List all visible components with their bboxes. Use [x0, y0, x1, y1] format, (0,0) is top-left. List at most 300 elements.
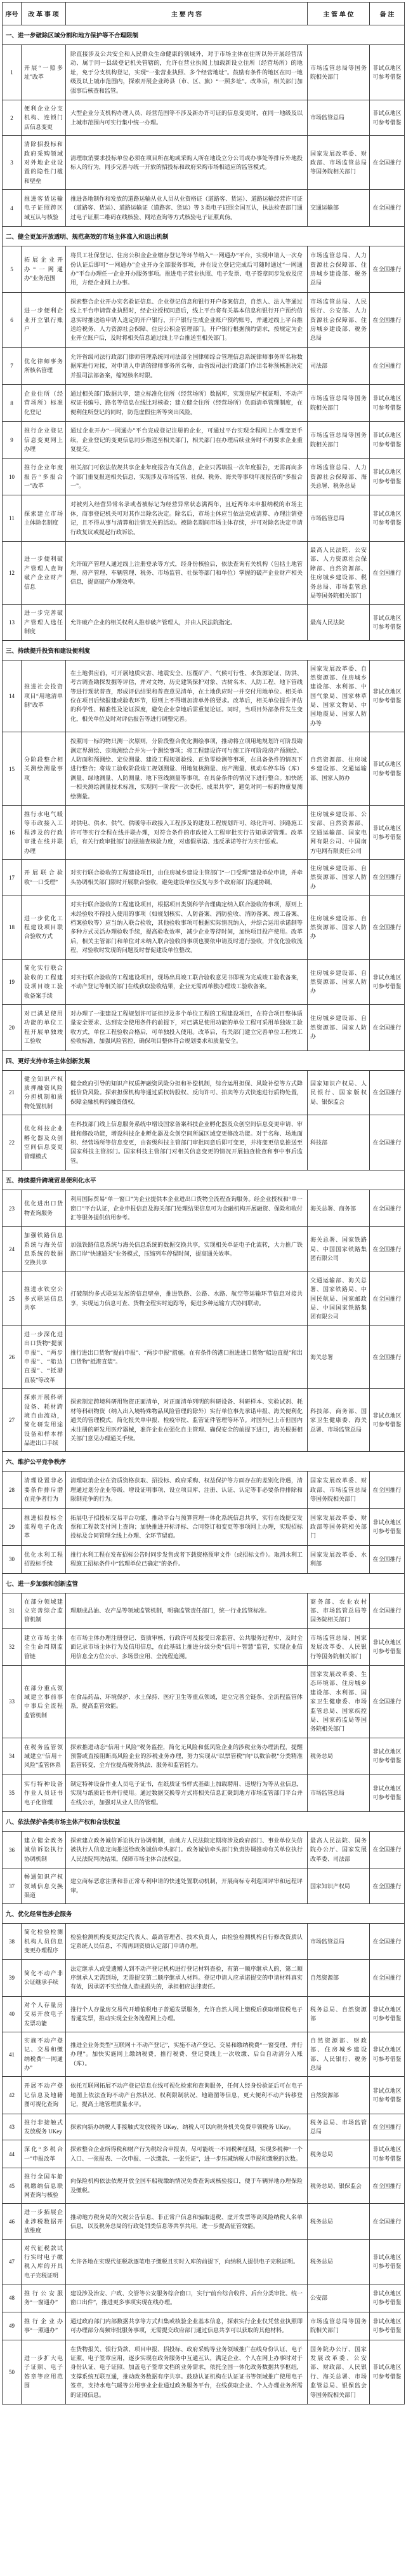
reform-item-cell: 在税务监管领域建立“信用＋风险”监管体系 — [22, 1738, 66, 1774]
reform-item-cell: 进一步深化进出口货物“提前申报”、“两步申报”、“船边直提”、“抵港直装”等改革 — [22, 1325, 66, 1388]
table-row — [3, 1190, 405, 1227]
table-row — [3, 45, 405, 100]
table-row — [3, 1832, 405, 1868]
table-row — [3, 2284, 405, 2312]
reform-item-cell: 探索建立市场主体除名制度 — [22, 495, 66, 542]
responsible-org-cell: 最高人民法院、国务院办公厅、国家发展改革委、司法部 — [308, 1832, 370, 1868]
reform-item-cell: 拓展企业开办“一网通办”业务范围 — [22, 246, 66, 293]
table-row — [3, 605, 405, 640]
remark-cell: 非试点地区可参考借鉴 — [370, 2140, 405, 2168]
reform-item-cell: 推行水电气暖等市政接入工程涉及的行政审批在线并联办理 — [22, 806, 66, 860]
main-content-cell: 向保险机构依法依规开放全国车船税缴纳情况免费查询或核验接口，便于车辆异地办理保险及缴税。 — [66, 2168, 308, 2204]
section-header-row — [3, 1171, 405, 1190]
main-content-cell: 在市场主体办理注册登记、资质审核、行政许可及接受日常监管、公共服务过程中，及时全面记录市场主体行为及信用信息，在此基础上推进分级分类“信用＋智慧”监管，实现企业信用信息全方位公示、多场景应用、全流程追溯。 — [66, 1628, 308, 1665]
reform-item-cell: 推行全国车船税缴纳信息联网查询与核验 — [22, 2168, 66, 2204]
reform-item-cell: 在部分领域建立完善综合监管机制 — [22, 1593, 66, 1628]
main-content-cell: 按照同一标的物只测一次原则，分阶段整合优化测绘事项，推动将立项用地规划许可阶段勘测定界测绘、宗地测绘合并为一个测绘事项；将工程建设许可与施工许可阶段房产预测绘、人防面积预测绘、定位测量、建设工程规划验线、正负零检测等事项，在具备条件的情况下进行整合；将竣工验收阶段竣工规划测量、用地复核测量、房产测量、机动车停车场（库）测量、绿地测量、人防测量、地下管线测量等事项，在具备条件的情况下进行整合。加快统一相关测绘测量技术标准，实现同一阶段“一次委托、成果共享”，避免对同一标的物重复测绘测量。 — [66, 732, 308, 806]
row-number-cell: 8 — [3, 384, 22, 421]
row-number-cell: 5 — [3, 246, 22, 293]
table-row — [3, 960, 405, 1005]
remark-cell: 非试点地区可参考借鉴 — [370, 2284, 405, 2312]
table-row — [3, 292, 405, 347]
main-content-cell: 通过相关部门数据共享，建立标准化住所（经营场所）数据库，实现房屋产权证明、不动产权证书编号、路名等信息在线比对核验；建立健全住所（经营场所）负面清单管理制度，在便利住所登记的同时，防范虚假住所等突出风险。 — [66, 384, 308, 421]
responsible-org-cell: 住房城乡建设部、自然资源部、国家人防办 — [308, 896, 370, 960]
main-content-cell: 推动地方税务局的欠税公告信息、非正常户信息和骗取退税、虚开发票等高风险纳税人名单信息，以及税务总局的行政处罚类信息等共享共用，进一步提高征管效能。 — [66, 2204, 308, 2239]
main-content-cell: 探索建立政务诚信诉讼执行协调机制，由地方人民法院定期将涉及政府部门、事业单位失信被执行人信息定向推送给政务诚信牵头部门。政务诚信牵头部门负责协调推动有关单位执行人民法院判决结果，保障市场主体合法权益。 — [66, 1832, 308, 1868]
reform-item-cell: 健全知识产权质押融资风险分担机制和质物处置机制 — [22, 1070, 66, 1115]
row-number-cell: 47 — [3, 2239, 22, 2284]
row-number-cell: 16 — [3, 806, 22, 860]
responsible-org-cell: 最高人民法院 — [308, 605, 370, 640]
responsible-org-cell: 交通运输部、海关总署、国家铁路局、中国民航局、国家邮政局、中国国家铁路集团有限公司 — [308, 1271, 370, 1325]
section-header-row — [3, 1452, 405, 1472]
row-number-cell: 42 — [3, 2077, 22, 2114]
remark-cell: 在全国推行 — [370, 292, 405, 347]
section-title: 七、进一步加强和创新监管 — [3, 1573, 405, 1593]
remark-cell: 在全国推行 — [370, 1271, 405, 1325]
main-content-cell: 探索整合企业所得税和财产行为税综合申报表，尽可能统一不同税种征期，实现多税种“一个入口、一张报表、一次申报、一次缴款、一张凭证”，进一步压减纳税人申报和缴税的次数。 — [66, 2140, 308, 2168]
remark-cell: 非试点地区可参考借鉴 — [370, 806, 405, 860]
table-row — [3, 1996, 405, 2032]
reform-item-cell: 清除招投标和政府采购领域对外地企业设置的隐性门槛和壁垒 — [22, 136, 66, 190]
main-content-cell: 推行水利工程在发布招标公告时同步发售或者下载资格预审文件（或招标文件）。取消水利工程施工招标条件中“监理单位已确定”的条件。 — [66, 1545, 308, 1573]
reform-item-cell: 优化律师事务所核名管理 — [22, 347, 66, 384]
reform-item-cell: 开展“一照多址”改革 — [22, 45, 66, 100]
reform-item-cell: 推行企业年度报告“多报合一”改革 — [22, 459, 66, 495]
table-row — [3, 660, 405, 732]
remark-cell: 在全国推行 — [370, 136, 405, 190]
row-number-cell: 37 — [3, 1868, 22, 1904]
reform-item-cell: 深化“多税合一”申报改革 — [22, 2140, 66, 2168]
main-content-cell: 检验检测机构变更法定代表人、最高管理者、技术负责人，由检验检测机构自行修改资质认定系统人员信息，不需再到资质认定部门申请办理。 — [66, 1924, 308, 1959]
row-number-cell: 2 — [3, 100, 22, 135]
responsible-org-cell: 市场监管总局等国务院相关部门 — [308, 384, 370, 421]
reform-item-cell: 便利企业分支机构、连锁门店信息变更 — [22, 100, 66, 135]
row-number-cell: 25 — [3, 1271, 22, 1325]
row-number-cell: 33 — [3, 1665, 22, 1738]
main-content-cell: 允许破产管理人通过线上注册登录等方式，经身份核验后，依法查询有关机构（包括土地管理、房产管理、车辆管理、税务、市场监管、社保等部门和单位）掌握的破产企业财产相关信息，提高破产办理效率。 — [66, 542, 308, 605]
responsible-org-cell: 科技部 — [308, 1115, 370, 1171]
remark-cell: 非试点地区可参考借鉴 — [370, 100, 405, 135]
table-row — [3, 1070, 405, 1115]
responsible-org-cell: 市场监管总局等国务院相关部门 — [308, 45, 370, 100]
table-row — [3, 422, 405, 459]
main-content-cell: 在货物报关、银行贷款、项目申报、招投标、政府采购等业务领域推广在线身份认证、电子证照、电子签章应用，逐步实现在政务服务中互通互认，满足企业、个人在网上办事时对于身份认证、电子证照、加盖电子签章文档的业务需求，依托全国一体化政务数据共享枢纽，支撑系统互联互通，推动政务数据有序共享。鼓励认证机构在认证证书等领域推广使用电子签章，支持水电气暖等公用事业企业通过政务服务平台，在线获取企业、个人办理业务所需的证照信息。 — [66, 2340, 308, 2404]
responsible-org-cell: 市场监管总局 — [308, 495, 370, 542]
responsible-org-cell: 税务总局 — [308, 2140, 370, 2168]
row-number-cell: 35 — [3, 1774, 22, 1811]
row-number-cell: 4 — [3, 190, 22, 227]
responsible-org-cell: 住房城乡建设部、自然资源部、国家人防办 — [308, 1005, 370, 1051]
section-title: 一、进一步破除区域分割和地方保护等不合理限制 — [3, 25, 405, 45]
section-title: 四、更好支持市场主体创新发展 — [3, 1050, 405, 1070]
main-content-cell: 对实行联合验收的工程建设项目，根据项目类别科学合理确定纳入联合验收的事项，原则上未经验收不得投入使用的事项（如规划核实、人防备案、消防验收、消防备案、竣工备案、档案验收等）应当纳入联合验收，其他验收事项可根据实际情况纳入，并综合运用承诺制等多种方式灵活办理验收手续，提高验收效率，减少企业等待时间，加快项目投产使用。改革后，相关主管部门和单位对未纳入联合验收的事项也要依申请及时进行验收，并优化验收流程，对验收时发现的问题及时督促建设单位整改。 — [66, 896, 308, 960]
reform-item-cell: 对已满足使用功能的单位工程开展单独竣工验收 — [22, 1005, 66, 1051]
responsible-org-cell: 国家发展改革委、财政部、市场监管总局等国务院相关部门 — [308, 136, 370, 190]
remark-cell: 非试点地区可参考借鉴 — [370, 422, 405, 459]
reform-item-cell: 进一步便利企业开立银行账户 — [22, 292, 66, 347]
main-content-cell: 建设涉及治安、户政、交管等公安服务综合窗口，实行“前台综合收件、后台分类审批、统一窗口出件”，推进更多事项实现在线办理。 — [66, 2284, 308, 2312]
responsible-org-cell: 公安部 — [308, 2284, 370, 2312]
reform-item-cell: 开展不动产登记信息及地籍图可视化查询 — [22, 2077, 66, 2114]
remark-cell: 在全国推行 — [370, 1472, 405, 1508]
responsible-org-cell: 海关总署 — [308, 1325, 370, 1388]
reform-item-cell: 推行公安服务“一窗通办” — [22, 2284, 66, 2312]
table-row — [3, 2032, 405, 2077]
responsible-org-cell: 税务总局 — [308, 2239, 370, 2284]
reform-item-cell: 推进水铁空公多式联运信息共享 — [22, 1271, 66, 1325]
responsible-org-cell: 市场监管总局、人民银行、公安部、人力资源社会保障部、住房城乡建设部、税务总局 — [308, 292, 370, 347]
section-header-row — [3, 1050, 405, 1070]
table-row — [3, 2140, 405, 2168]
main-content-cell: 打破制约多式联运发展的信息壁垒，推进铁路、公路、水路、航空等运输环节信息对接共享，实现运力信息可查、货物全程实时追踪等，促进多种运输方式协同联动。 — [66, 1271, 308, 1325]
reform-item-cell: 实行特种设备作业人员证书电子化管理 — [22, 1774, 66, 1811]
main-content-cell: 建立商标恶意注册和非正常专利申请的快速处置联动机制，开展商标专利巡回评审和远程评审。 — [66, 1868, 308, 1904]
responsible-org-cell: 税务总局、银保监会 — [308, 2168, 370, 2204]
responsible-org-cell: 市场监管总局、人力资源社会保障部、海关总署、税务总局 — [308, 459, 370, 495]
section-header-row — [3, 227, 405, 246]
remark-cell: 非试点地区可参考借鉴 — [370, 2239, 405, 2284]
remark-cell: 在全国推行 — [370, 859, 405, 895]
reform-item-cell: 进一步优化工程建设项目联合验收方式 — [22, 896, 66, 960]
remark-cell: 在全国推行 — [370, 246, 405, 293]
column-header-item: 改 革 事 项 — [22, 3, 66, 25]
table-row — [3, 542, 405, 605]
table-row — [3, 1508, 405, 1545]
remark-cell: 非试点地区可参考借鉴 — [370, 2077, 405, 2114]
table-row — [3, 459, 405, 495]
remark-cell: 在全国推行 — [370, 1325, 405, 1388]
main-content-cell: 对实行联合验收的工程建设项目，由住房城乡建设主管部门“一口受理”建设单位申请，并牵头协调相关部门限时开展联合验收，避免建设单位反复与多个政府部门沟通协调。 — [66, 859, 308, 895]
responsible-org-cell: 国家发展改革委、自然资源部、住房城乡建设部、水利部、中国气象局、国家林草局、国家文物局、中国地震局、国家人防办等 — [308, 660, 370, 732]
section-title: 九、优化经常性涉企服务 — [3, 1904, 405, 1924]
table-row — [3, 1115, 405, 1171]
table-row — [3, 384, 405, 421]
row-number-cell: 3 — [3, 136, 22, 190]
table-row — [3, 190, 405, 227]
remark-cell: 在全国推行 — [370, 1190, 405, 1227]
table-row — [3, 1628, 405, 1665]
main-content-cell: 推行个人存量房交易代开增值税电子普通发票服务，允许自然人网上缴税后获取增值税电子普通发票，推动实现全业务流程网上办理。 — [66, 1996, 308, 2032]
reform-item-cell: 企业住所（经营场所）标准化登记 — [22, 384, 66, 421]
reform-item-cell: 推行企业登记信息变更网上办理 — [22, 422, 66, 459]
row-number-cell: 7 — [3, 347, 22, 384]
main-content-cell: 清理取消要求投标单位必须在项目所在地或采购人所在地设立分公司或办事处等排斥外地投标人的行为，同步完善与统一开放的招投标和政府采购市场相适应的监管模式。 — [66, 136, 308, 190]
main-content-cell: 允许破产企业的相关权利人推荐破产管理人，并由人民法院指定。 — [66, 605, 308, 640]
remark-cell: 在全国推行 — [370, 1959, 405, 1996]
row-number-cell: 27 — [3, 1389, 22, 1452]
table-row — [3, 495, 405, 542]
main-content-cell: 探索制定跨境科研用物资正面清单，对正面清单列明的科研设备、科研样本、实验试剂、耗材等科研物资（纳入出入境特殊物品风险管理的除外）实行单位事先承诺申报、海关便利化通关的管理模式，简化报关单申报、检疫审批、监管证件管理等环节。对国外已上市但国内未注册的研发用医疗器械，准许企业在强化自主管理、确保安全的前提下进口，海关根据相关部门意见办理通关手续。 — [66, 1389, 308, 1452]
reform-item-cell: 清理设置非必要条件排斥潜在竞争者行为 — [22, 1472, 66, 1508]
table-row — [3, 100, 405, 135]
reform-item-cell: 探索开展科研设备、耗材跨境自由流动，简化研发用途设备和样本样品进出口手续 — [22, 1389, 66, 1452]
responsible-org-cell: 市场监管总局、人力资源社会保障部、住房城乡建设部、税务总局 — [308, 246, 370, 293]
reform-item-cell: 开展联合验收“一口受理” — [22, 859, 66, 895]
main-content-cell: 对办理了一张建设工程规划许可证但涉及多个单位工程的工程建设项目，在符合项目整体质量安全要求、达到安全使用条件的前提下，对已满足使用功能的单位工程可采用单独竣工验收方式，单位工程验收合格后，可单独投入使用。改革后，有关部门建立完善单位工程竣工验收标准，加强风险管控，确保项目整体符合规划要求和质量安全。 — [66, 1005, 308, 1051]
reform-item-cell: 优化进出口货物查询服务 — [22, 1190, 66, 1227]
main-content-cell: 依托互联网拓展不动产登记信息在线可视化检索和查询服务，任何人经身份验证后可在电子地图上依法查询不动产自然状况、权利限制状况、地籍图等信息，更大便利不动产转移登记，提高土地管理质量水平。 — [66, 2077, 308, 2114]
main-content-cell: 推进各地制作和发放的道路运输从业人员从业资格证（道路客、货运）、道路运输经营许可证（道路客、货运）、道路运输证（道路客、货运）等 3 类电子证照全国互认，执法检查部门通过电子证照二维码在线核验、网站查询等方式核验电子证照真伪。 — [66, 190, 308, 227]
responsible-org-cell: 国家知识产权局、人民银行、国家版权局、银保监会 — [308, 1070, 370, 1115]
remark-cell: 在全国推行 — [370, 1832, 405, 1868]
main-content-cell: 在食品药品、环境保护、水土保持、医疗卫生等重点领域，建立完善全链条、全流程监管体系，提高监管效能。 — [66, 1665, 308, 1738]
row-number-cell: 44 — [3, 2140, 22, 2168]
table-row — [3, 1005, 405, 1051]
reform-item-cell: 推进客货运输电子证照跨区域互认与核验 — [22, 190, 66, 227]
remark-cell: 在全国推行 — [370, 1924, 405, 1959]
row-number-cell: 38 — [3, 1924, 22, 1959]
main-content-cell: 通过政府部门内部数据共享等方式归集或核验企业基本信息，探索实行企业仅凭营业执照即可办理部分高频审批服务事项，无需提交政府部门通过信息共享可以获取的其他材料。 — [66, 2312, 308, 2340]
remark-cell: 在全国推行 — [370, 1115, 405, 1171]
responsible-org-cell: 交通运输部 — [308, 190, 370, 227]
responsible-org-cell: 科技部、商务部、国家卫生健康委、海关总署、市场监管总局 — [308, 1389, 370, 1452]
reform-item-cell: 畅通知识产权领域信息交换渠道 — [22, 1868, 66, 1904]
responsible-org-cell: 税务总局、市场监管总局 — [308, 2114, 370, 2140]
section-title: 八、依法保护各类市场主体产权和合法权益 — [3, 1812, 405, 1832]
table-row — [3, 1545, 405, 1573]
remark-cell: 非试点地区可参考借鉴 — [370, 2340, 405, 2404]
reform-item-cell: 推行非接触式发放税务 UKey — [22, 2114, 66, 2140]
section-header-row — [3, 640, 405, 660]
row-number-cell: 14 — [3, 660, 22, 732]
row-number-cell: 32 — [3, 1628, 22, 1665]
table-row — [3, 2340, 405, 2404]
remark-cell: 在全国推行 — [370, 1005, 405, 1051]
table-row — [3, 1271, 405, 1325]
row-number-cell: 41 — [3, 2032, 22, 2077]
reform-item-cell: 进一步完善破产管理人选任制度 — [22, 605, 66, 640]
main-content-cell: 探索推进动态“信用＋风险”税务监控，简化无风险和低风险企业的涉税业务办理流程，提醒预警或直接阻断高风险企业的涉税业务办理，努力实现从“以票管税”向“以数治税”分类精准监管转变，全方位提高税务执法、服务和监管能力。 — [66, 1738, 308, 1774]
main-content-cell: 对实行联合验收的工程建设项目，现场出具竣工联合验收意见书即视为完成竣工验收备案，不动产登记等相关部门在线获取验收结果，企业无需再单独办理竣工验收备案。 — [66, 960, 308, 1005]
responsible-org-cell: 司法部 — [308, 347, 370, 384]
responsible-org-cell: 住房城乡建设部、公安部、自然资源部、交通运输部、国家电网有限公司、中国南方电网有限责任公司 — [308, 806, 370, 860]
reform-item-cell: 优化水利工程招投标手续 — [22, 1545, 66, 1573]
reform-item-cell: 实施不动产登记、交易和缴纳税费“一网通办” — [22, 2032, 66, 2077]
main-content-cell: 拓展电子招投标交易平台功能，推动平台与预算管理一体化系统信息共享，实行在线提交发票和工程款支付网上查询；加快推进开标评标、合同签订和变更等事项网上办理，实现招标投标及合同管理全线上办理、全环节留痕。 — [66, 1508, 308, 1545]
row-number-cell: 48 — [3, 2284, 22, 2312]
reform-item-cell: 进一步拓展企业涉税数据开放维度 — [22, 2204, 66, 2239]
responsible-org-cell: 自然资源部、财政部、住房城乡建设部、人民银行、税务总局 — [308, 2032, 370, 2077]
row-number-cell: 29 — [3, 1508, 22, 1545]
table-row — [3, 1868, 405, 1904]
remark-cell: 在全国推行 — [370, 542, 405, 605]
section-title: 二、健全更加开放透明、规范高效的市场主体准入和退出机制 — [3, 227, 405, 246]
main-content-cell: 推进全业务类型“互联网＋不动产登记”，实施不动产登记、交易和缴纳税费“一窗受理、并行办理”。加快实施网上缴纳税费，推行税费、登记费线上一次收缴、后台自动清分入账（库）。 — [66, 2032, 308, 2077]
row-number-cell: 22 — [3, 1115, 22, 1171]
remark-cell: 在全国推行 — [370, 2204, 405, 2239]
table-row — [3, 859, 405, 895]
responsible-org-cell: 住房城乡建设部、自然资源部、国家人防办 — [308, 859, 370, 895]
row-number-cell: 46 — [3, 2204, 22, 2239]
table-row — [3, 347, 405, 384]
row-number-cell: 39 — [3, 1959, 22, 1996]
table-row — [3, 2114, 405, 2140]
row-number-cell: 40 — [3, 1996, 22, 2032]
row-number-cell: 15 — [3, 732, 22, 806]
remark-cell: 非试点地区可参考借鉴 — [370, 1389, 405, 1452]
table-row — [3, 1389, 405, 1452]
table-row — [3, 1924, 405, 1959]
row-number-cell: 11 — [3, 495, 22, 542]
responsible-org-cell: 住房城乡建设部、自然资源部、国家人防办 — [308, 960, 370, 1005]
column-header-content: 主 要 内 容 — [66, 3, 308, 25]
remark-cell: 在全国推行 — [370, 1545, 405, 1573]
table-row — [3, 2312, 405, 2340]
main-content-cell: 清理取消企业在资质资格获取、招投标、政府采购、权益保护等方面存在的差别化待遇，清理通过划分企业等级、增设证明事项、设立项目库、注册、认证、认定等非必要条件排除和限制竞争的行为。 — [66, 1472, 308, 1508]
main-content-cell: 健全政府引导的知识产权质押融资风险分担和补偿机制，综合运用担保、风险补偿等方式降低信贷风险。探索担保机构等通过质权转股权、反向许可、拍卖等方式快速进行质物处置，保障金融机构的融资债权。 — [66, 1070, 308, 1115]
remark-cell: 在全国推行 — [370, 2114, 405, 2140]
row-number-cell: 31 — [3, 1593, 22, 1628]
remark-cell: 非试点地区可参考借鉴 — [370, 960, 405, 1005]
row-number-cell: 26 — [3, 1325, 22, 1388]
main-content-cell: 允许省级司法行政部门律师管理系统同司法部全国律师综合管理信息系统律师事务所名称数据库进行对接，对申请人申请的律师事务所名称，由省级司法行政部门作出名称预核准决定并报司法部备案，缩短核名时限。 — [66, 347, 308, 384]
remark-cell: 非试点地区可参考借鉴 — [370, 459, 405, 495]
main-content-cell: 除直接涉及公共安全和人民群众生命健康的领域外，对于市场主体在住所以外开展经营活动、属于同一县级登记机关管辖的，允许在营业执照上加载新设立住所（经营场所）的地址，免于分支机构登记，实现“一张营业执照、多个经营地址”。鼓励有条件的地区在同一地级及以上城市范围内，探索开展企业跨县（市、区、旗）“一照多址”。改革后，相关部门加强事后核查和监管。 — [66, 45, 308, 100]
section-title: 六、维护公平竞争秩序 — [3, 1452, 405, 1472]
responsible-org-cell: 海关总署、国家铁路局、中国国家铁路集团有限公司 — [308, 1227, 370, 1272]
row-number-cell: 43 — [3, 2114, 22, 2140]
reform-item-cell: 推进招投标全流程电子化改革 — [22, 1508, 66, 1545]
responsible-org-cell: 市场监管总局 — [308, 1774, 370, 1811]
reform-item-cell: 分阶段整合相关测绘测量事项 — [22, 732, 66, 806]
responsible-org-cell: 市场监管总局、国家发展改革委、人民银行等国务院相关部门 — [308, 1628, 370, 1665]
responsible-org-cell: 自然资源部 — [308, 2077, 370, 2114]
reform-item-cell: 推进社会投资项目“用地清单制”改革 — [22, 660, 66, 732]
row-number-cell: 17 — [3, 859, 22, 895]
table-row — [3, 1774, 405, 1811]
responsible-org-cell: 商务部、农业农村部、市场监管总局等国务院相关部门 — [308, 1593, 370, 1628]
table-header-row — [3, 3, 405, 25]
table-row — [3, 2204, 405, 2239]
reform-item-cell: 推行企业办事“一照通办” — [22, 2312, 66, 2340]
main-content-cell: 加强铁路信息系统与海关信息系统的数据交换共享，实现相关单证电子化流转，大力推广铁路口岸“快速通关”业务模式，压缩列车停留时间，提高通关效率。 — [66, 1227, 308, 1272]
table-row — [3, 2168, 405, 2204]
column-header-note: 备 注 — [370, 3, 405, 25]
responsible-org-cell: 自然资源部、住房城乡建设部、交通运输部、国家人防办 — [308, 732, 370, 806]
remark-cell: 在全国推行 — [370, 1070, 405, 1115]
row-number-cell: 19 — [3, 960, 22, 1005]
table-row — [3, 1472, 405, 1508]
remark-cell: 非试点地区可参考借鉴 — [370, 1628, 405, 1665]
table-row — [3, 1325, 405, 1388]
row-number-cell: 13 — [3, 605, 22, 640]
row-number-cell: 20 — [3, 1005, 22, 1051]
section-title: 三、持续提升投资和建设便利度 — [3, 640, 405, 660]
reform-item-cell: 简化实行联合验收的工程建设项目竣工验收备案手续 — [22, 960, 66, 1005]
row-number-cell: 30 — [3, 1545, 22, 1573]
remark-cell: 非试点地区可参考借鉴 — [370, 384, 405, 421]
table-row — [3, 246, 405, 293]
remark-cell: 在全国推行 — [370, 190, 405, 227]
main-content-cell: 对被列入经营异常名录或者被标记为经营异常状态满两年，且近两年未申报纳税的市场主体，商事登记机关可对其作出除名决定。除名后，市场主体应当依法完成清算、办理注销登记，且不得从事与清算和注销无关的活动。被除名期间市场主体存续，并可对除名决定申请行政复议或提起行政诉讼。 — [66, 495, 308, 542]
main-content-cell: 对供电、供水、供气、供暖等市政接入工程涉及的建设工程规划许可、绿化许可、涉路施工许可等实行全程在线并联办理，对符合条件的市政接入工程审批实行告知承诺管理。改革后，有关行政审批部门加强抽查核验力度，对虚假承诺、违反承诺等行为实行惩戒。 — [66, 806, 308, 860]
remark-cell: 非试点地区可参考借鉴 — [370, 45, 405, 100]
responsible-org-cell: 国家知识产权局 — [308, 1868, 370, 1904]
main-content-cell: 允许各地在实现代征税款逐笔电子缴税且实时入库的前提下，向纳税人提供电子完税证明。 — [66, 2239, 308, 2284]
remark-cell: 非试点地区可参考借鉴 — [370, 1738, 405, 1774]
responsible-org-cell: 国务院办公厅、国家发展改革委、公安部、财政部、人民银行、海关总署、市场监管总局、银保监会等国务院相关部门 — [308, 2340, 370, 2404]
reform-item-cell: 对个人存量房交易开放电子发票功能 — [22, 1996, 66, 2032]
table-row — [3, 1593, 405, 1628]
reform-item-cell: 建立健全政务诚信诉讼执行协调机制 — [22, 1832, 66, 1868]
reform-item-cell: 建立市场主体全生命周期监管链 — [22, 1628, 66, 1665]
row-number-cell: 9 — [3, 422, 22, 459]
remark-cell: 非试点地区可参考借鉴 — [370, 1996, 405, 2032]
main-content-cell: 在土地供应前，可开展地质灾害、地震安全、压覆矿产、气候可行性、水资源论证、防洪、考古调查勘探发掘等评估，并对文物、历史建筑保护对象、古树名木、人防工程、地下管线等进行现状普查，形成评估结果和普查意见清单，在土地供应时一并交付用地单位。相关单位在项目后续报建或验收环节，原则上不得增加清单外的要求。改革后，相关单位提升评估的科学性、精准性及论证深度，避免企业拿地后需重复论证。同时，当项目外部条件发生变化，相关单位及时对评估报告等进行调整完善。 — [66, 660, 308, 732]
table-row — [3, 1665, 405, 1738]
responsible-org-cell: 国家发展改革委、水利部 — [308, 1545, 370, 1573]
row-number-cell: 34 — [3, 1738, 22, 1774]
reform-item-cell: 加强铁路信息系统与海关信息系统的数据交换共享 — [22, 1227, 66, 1272]
remark-cell: 非试点地区可参考借鉴 — [370, 1774, 405, 1811]
main-content-cell: 在科技部门线上信息服务系统中增设国家备案科技企业孵化器及众创空间信息变更申请、审批和修改功能，增设科技企业孵化器及众创空间所属区域变更修改功能。对于名称、场地面积、经营场所等信息变更，由省级科技主管部门审批同意后即可变更，并将变更信息推送至国家科技主管部门。国家科技主管部门对相关信息变更的情况开展抽查检查和事中事后监管。 — [66, 1115, 308, 1171]
remark-cell: 在全国推行 — [370, 1593, 405, 1628]
remark-cell: 在全国推行 — [370, 1868, 405, 1904]
table-row — [3, 2077, 405, 2114]
table-row — [3, 2239, 405, 2284]
remark-cell: 非试点地区可参考借鉴 — [370, 2312, 405, 2340]
remark-cell: 在全国推行 — [370, 1665, 405, 1738]
responsible-org-cell: 国家发展改革委、生态环境部、住房城乡建设部、水利部、国家卫生健康委、市场监管总局、国家疾控局、国家药监局等国务院相关部门 — [308, 1665, 370, 1738]
reform-table-body — [3, 25, 405, 2405]
responsible-org-cell: 市场监管总局等国务院相关部门 — [308, 2312, 370, 2340]
section-header-row — [3, 25, 405, 45]
main-content-cell: 探索向新办纳税人非接触式发放税务 UKey，纳税人可以向税务机关免费申领税务 UKey。 — [66, 2114, 308, 2140]
main-content-cell: 探索整合企业开办实名验证信息、企业登记信息和银行开户备案信息，自然人、法人等通过线上平台申请营业执照时，经企业授权同意后，线上平台将有关基本信息和银行开户预约信息实时推送给申请人选定的开户银行，开户银行生成企业账户预约账号，并通过线上平台推送给税务、人力资源社会保障、住房公积金管理部门。开户银行根据预约需求，按规定为企业开立账户后，及时将相关信息通过线上平台推送至相关部门。 — [66, 292, 308, 347]
main-content-cell: 制定特种设备作业人员电子证书，在纸质证书样式基础上加载聘用、违规行为等从业信息，实现与纸质证书并行使用。通过数据交换等方式将相关信息汇聚到地方市场监管部门平台并在线公示，加强对从业人员的管理。 — [66, 1774, 308, 1811]
section-header-row — [3, 1904, 405, 1924]
responsible-org-cell: 国家发展改革委、财政部等国务院相关部门 — [308, 1508, 370, 1545]
responsible-org-cell: 税务总局 — [308, 2204, 370, 2239]
section-header-row — [3, 1573, 405, 1593]
remark-cell: 在全国推行 — [370, 2168, 405, 2204]
remark-cell: 非试点地区可参考借鉴 — [370, 605, 405, 640]
main-content-cell: 推行进出口货物“提前申报”、“两步申报”措施。在有条件的港口推进进口货物“船边直提”和出口货物“抵港直装”。 — [66, 1325, 308, 1388]
row-number-cell: 36 — [3, 1832, 22, 1868]
column-header-org: 主 管 单 位 — [308, 3, 370, 25]
row-number-cell: 28 — [3, 1472, 22, 1508]
row-number-cell: 23 — [3, 1190, 22, 1227]
remark-cell: 在全国推行 — [370, 1227, 405, 1272]
responsible-org-cell: 海关总署、商务部 — [308, 1190, 370, 1227]
reform-item-cell: 对代征税款试行实时电子缴税入库的开具电子完税证明 — [22, 2239, 66, 2284]
table-row — [3, 896, 405, 960]
row-number-cell: 45 — [3, 2168, 22, 2204]
main-content-cell: 大型企业分支机构办理人员、经营范围等不涉及新办许可证的信息变更时，在同一地级及以上城市范围内可实行集中统一办理。 — [66, 100, 308, 135]
responsible-org-cell: 最高人民法院、公安部、人力资源社会保障部、自然资源部、住房城乡建设部、税务总局、市场监管总局等国务院相关部门 — [308, 542, 370, 605]
remark-cell: 在全国推行 — [370, 896, 405, 960]
reform-items-table — [2, 2, 405, 2405]
row-number-cell: 21 — [3, 1070, 22, 1115]
row-number-cell: 49 — [3, 2312, 22, 2340]
row-number-cell: 6 — [3, 292, 22, 347]
reform-item-cell: 简化不动产非公证继承手续 — [22, 1959, 66, 1996]
row-number-cell: 24 — [3, 1227, 22, 1272]
remark-cell: 非试点地区可参考借鉴 — [370, 495, 405, 542]
row-number-cell: 50 — [3, 2340, 22, 2404]
reform-item-cell: 优化科技企业孵化器及众创空间信息变更管理模式 — [22, 1115, 66, 1171]
responsible-org-cell: 市场监管总局等国务院相关部门 — [308, 422, 370, 459]
responsible-org-cell: 税务总局、自然资源部 — [308, 1996, 370, 2032]
main-content-cell: 理顺成品油、农产品等领域监管机制，明确监管责任部门，统一行业监管标准。 — [66, 1593, 308, 1628]
responsible-org-cell: 市场监管总局 — [308, 100, 370, 135]
reform-item-cell: 简化检验检测机构人员信息变更办理程序 — [22, 1924, 66, 1959]
table-row — [3, 732, 405, 806]
row-number-cell: 1 — [3, 45, 22, 100]
remark-cell: 非试点地区可参考借鉴 — [370, 660, 405, 732]
main-content-cell: 利用国际贸易“单一窗口”为企业提供本企业进出口货物全流程查询服务。经企业授权和“单一窗口”平台认证，企业申报信息及海关部门处理结果信息可为金融机构开展融资、保险和收付汇等服务提供信用参考。 — [66, 1190, 308, 1227]
